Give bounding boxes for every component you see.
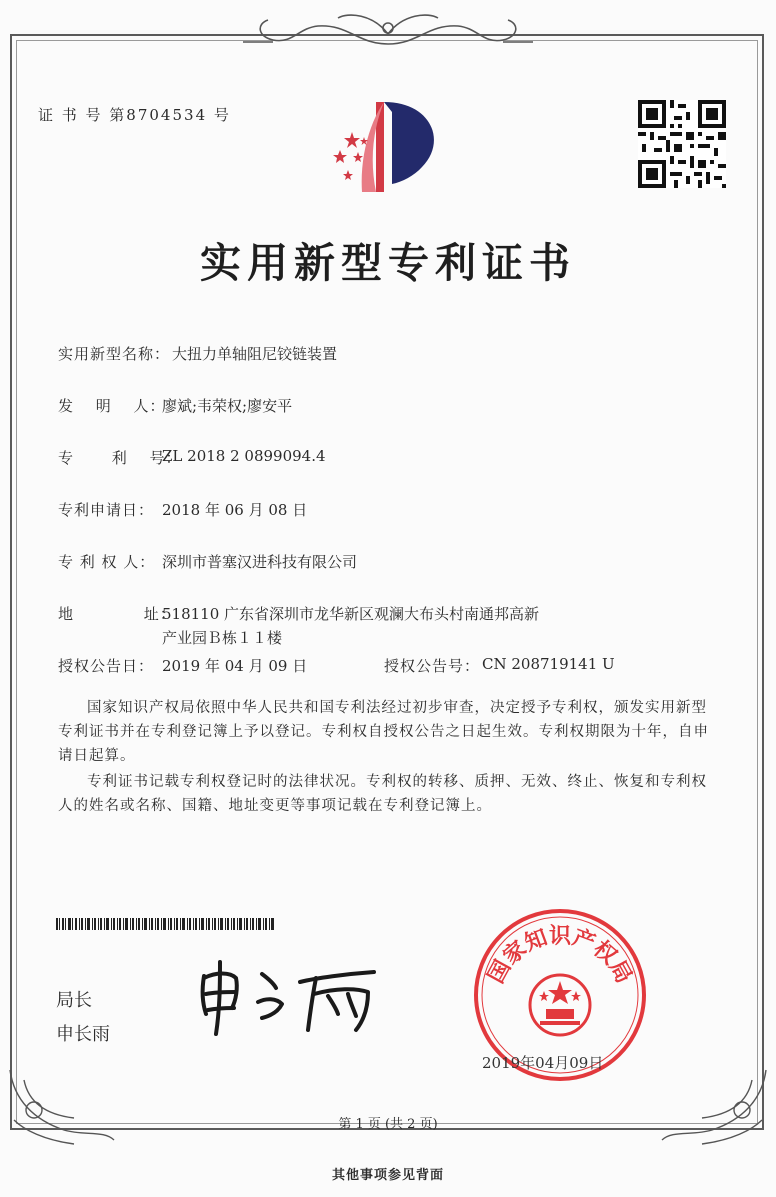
address-line-2: 产业园Ｂ栋１１楼 [162,629,283,647]
inventor-value: 廖斌;韦荣权;廖安平 [162,397,293,415]
seal-date: 2019年04月09日 [482,1054,604,1072]
top-ornament-icon [238,4,538,54]
grant-date-value: 2019 年 04 月 09 日 [162,657,308,675]
signer-title: 局长 [56,990,92,1011]
certificate-number: 证 书 号 第8704534 号 [38,106,231,124]
qr-code-icon [638,100,726,188]
svg-text:国家知识产权局 [484,924,637,988]
patentee-value: 深圳市普塞汉进科技有限公司 [162,553,358,571]
handwritten-signature-icon [196,958,386,1038]
barcode-icon [56,918,274,930]
utility-model-name-label: 实用新型名称： [58,345,171,363]
grant-number-value: CN 208719141 U [482,655,615,673]
filing-date-value: 2018 年 06 月 08 日 [162,501,308,519]
seal-text: 国家知识产权局 [483,924,637,988]
filing-date-label: 专利申请日： [58,501,155,519]
patent-number-label: 专 利 号： [58,449,182,467]
patentee-label: 专 利 权 人： [58,553,156,571]
footer-note: 其他事项参见背面 [331,1168,444,1183]
signer-name: 申长雨 [56,1024,110,1045]
utility-model-name-value: 大扭力单轴阻尼铰链装置 [172,345,338,363]
statement-paragraph-2: 专利证书记载专利权登记时的法律状况。专利权的转移、质押、无效、终止、恢复和专利权人的姓名或名称、国籍、地址变更等事项记载在专利登记簿上。 [58,774,707,814]
statement-paragraph-1: 国家知识产权局依照中华人民共和国专利法经过初步审查，决定授予专利权，颁发实用新型专利证书并在专利登记簿上予以登记。专利权自授权公告之日起生效。专利权期限为十年，自申请日起算。 [58,700,709,764]
bottom-left-ornament-icon [4,1060,124,1150]
certificate-title: 实用新型专利证书 [200,239,576,287]
patent-number-value: ZL 2018 2 0899094.4 [162,447,326,465]
address-label: 地 址： [58,605,176,623]
grant-number-label: 授权公告号： [384,657,481,675]
inventor-label: 发 明 人： [58,397,166,415]
page-number: 第 1 页 (共 2 页) [338,1117,438,1132]
address-line-1: 518110 广东省深圳市龙华新区观澜大布头村南通邦高新 [162,605,540,623]
grant-date-label: 授权公告日： [58,657,155,675]
patent-office-logo-icon [322,92,452,202]
bottom-right-ornament-icon [652,1060,772,1150]
